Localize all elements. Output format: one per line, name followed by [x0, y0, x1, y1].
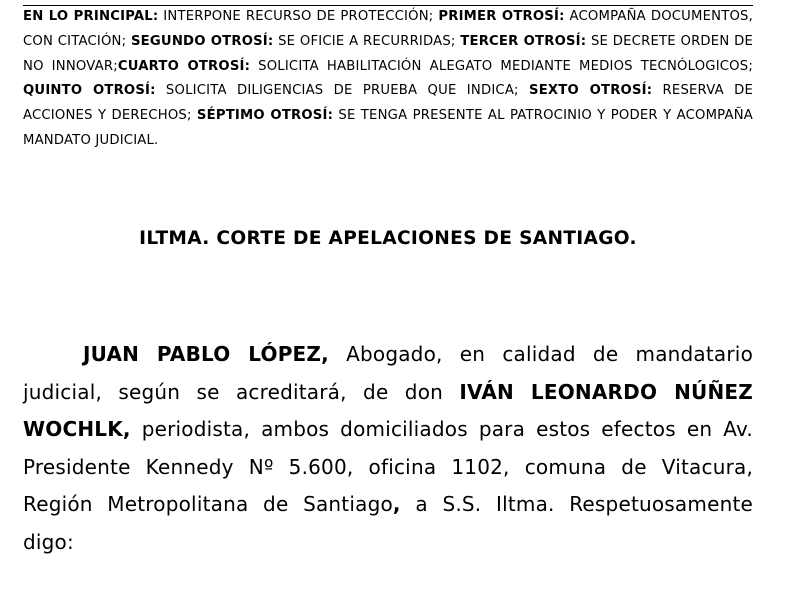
- body-text-3: a S.S. Iltma. Respetuosamente digo:: [23, 492, 753, 554]
- document-summary: [23, 5, 753, 154]
- summary-label-segundo-otrosi: SEGUNDO OTROSÍ:: [130, 33, 274, 49]
- summary-text-quinto-otrosi: SOLICITA DILIGENCIAS DE PRUEBA QUE INDICA;: [155, 83, 529, 99]
- summary-label-principal: EN LO PRINCIPAL:: [23, 9, 159, 24]
- summary-text-septimo-otrosi: SE TENGA PRESENTE AL PATROCINIO Y PODER Y ACOMPAÑA MANDATO JUDICIAL.: [23, 108, 753, 148]
- summary-text-cuarto-otrosi: SOLICITA HABILITACIÓN ALEGATO MEDIANTE MEDIOS TECNÓLOGICOS;: [250, 58, 753, 74]
- summary-text-principal: INTERPONE RECURSO DE PROTECCIÓN;: [158, 9, 439, 24]
- body-paragraph: [23, 336, 753, 562]
- summary-label-quinto-otrosi: QUINTO OTROSÍ:: [23, 83, 156, 99]
- lawyer-name: JUAN PABLO LÓPEZ,: [83, 342, 329, 366]
- summary-text-segundo-otrosi: SE OFICIE A RECURRIDAS;: [273, 33, 461, 49]
- summary-label-primer-otrosi: PRIMER OTROSÍ:: [438, 9, 565, 24]
- summary-text-sexto-otrosi: RESERVA DE ACCIONES Y DERECHOS;: [23, 83, 753, 124]
- summary-text-tercer-otrosi: SE DECRETE ORDEN DE NO INNOVAR;: [23, 33, 753, 74]
- summary-label-septimo-otrosi: SÉPTIMO OTROSÍ:: [196, 108, 334, 124]
- summary-text-primer-otrosi: ACOMPAÑA DOCUMENTOS, CON CITACIÓN;: [23, 9, 754, 49]
- summary-label-sexto-otrosi: SEXTO OTROSÍ:: [529, 83, 653, 99]
- body-text-1: Abogado, en calidad de mandatario judicial, según se acreditará, de don: [23, 342, 754, 404]
- summary-label-cuarto-otrosi: CUARTO OTROSÍ:: [117, 58, 251, 74]
- summary-label-tercer-otrosi: TERCER OTROSÍ:: [460, 33, 587, 49]
- bold-comma: ,: [392, 492, 401, 517]
- body-text-2: periodista, ambos domiciliados para estos efectos en Av. Presidente Kennedy Nº 5.600, oficina 1102, comuna de Vitacura, Región Metropolitana de Santiago: [23, 417, 753, 517]
- court-title: ILTMA. CORTE DE APELACIONES DE SANTIAGO.: [139, 228, 637, 249]
- client-name: IVÁN LEONARDO NÚÑEZ WOCHLK,: [23, 379, 753, 442]
